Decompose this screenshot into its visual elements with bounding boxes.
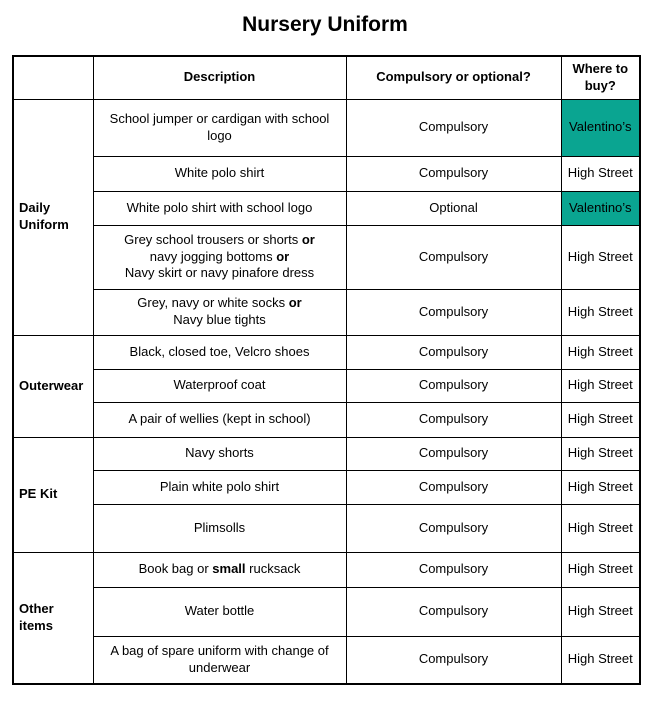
status-cell: Compulsory <box>346 99 561 156</box>
group-label-line: Other <box>19 600 54 616</box>
table-row <box>13 225 640 289</box>
description-cell <box>93 191 346 225</box>
buy-cell: High Street <box>561 552 640 587</box>
description-cell <box>93 504 346 552</box>
group-label-outerwear <box>13 335 93 437</box>
description-line: Waterproof coat <box>173 377 266 393</box>
description-line: Navy blue tights <box>173 312 266 327</box>
table-row <box>13 99 640 156</box>
header-row <box>13 56 640 99</box>
table-row <box>13 191 640 225</box>
description-line: Navy skirt or navy pinafore dress <box>124 265 315 281</box>
buy-cell: High Street <box>561 437 640 470</box>
status-cell: Compulsory <box>346 402 561 437</box>
buy-cell: High Street <box>561 636 640 684</box>
table-row <box>13 437 640 470</box>
table-row <box>13 470 640 504</box>
description-cell <box>93 225 346 289</box>
status-cell: Compulsory <box>346 636 561 684</box>
status-cell: Compulsory <box>346 587 561 636</box>
table-row <box>13 504 640 552</box>
uniform-table <box>12 55 641 685</box>
buy-cell: High Street <box>561 402 640 437</box>
description-cell <box>93 99 346 156</box>
description-line: White polo shirt with school logo <box>126 199 313 215</box>
group-label-other-items <box>13 552 93 684</box>
table-row <box>13 289 640 335</box>
buy-cell: High Street <box>561 335 640 369</box>
group-label-line: items <box>19 617 53 633</box>
status-cell: Compulsory <box>346 470 561 504</box>
description-line: Navy shorts <box>185 445 254 461</box>
description-line: Black, closed toe, Velcro shoes <box>129 343 310 359</box>
group-label-pe-kit <box>13 437 93 552</box>
description-cell <box>93 289 346 335</box>
buy-cell: High Street <box>561 289 640 335</box>
buy-cell: Valentino’s <box>561 99 640 156</box>
table-row <box>13 335 640 369</box>
description-cell <box>93 335 346 369</box>
buy-cell: High Street <box>561 225 640 289</box>
description-line: underwear <box>188 659 251 675</box>
description-line: A pair of wellies (kept in school) <box>128 411 311 427</box>
description-line: School jumper or cardigan with school <box>109 110 330 126</box>
description-cell <box>93 470 346 504</box>
description-cell <box>93 156 346 191</box>
buy-cell: Valentino’s <box>561 191 640 225</box>
status-cell: Compulsory <box>346 335 561 369</box>
status-cell: Compulsory <box>346 437 561 470</box>
table-row <box>13 156 640 191</box>
description-line: Water bottle <box>184 603 255 619</box>
status-cell: Compulsory <box>346 225 561 289</box>
table-row <box>13 402 640 437</box>
description-line: White polo shirt <box>174 165 265 181</box>
description-cell <box>93 636 346 684</box>
status-cell: Compulsory <box>346 504 561 552</box>
group-label-line: Daily <box>19 200 51 216</box>
description-cell <box>93 402 346 437</box>
header-where-to-buy: Where to buy? <box>561 56 640 99</box>
description-line: Plain white polo shirt <box>159 478 280 494</box>
buy-cell: High Street <box>561 587 640 636</box>
table-row <box>13 587 640 636</box>
group-label-line: Uniform <box>19 217 69 232</box>
description-cell <box>93 587 346 636</box>
table-row <box>13 552 640 587</box>
group-label-daily-uniform <box>13 99 93 335</box>
page-title: Nursery Uniform <box>242 13 408 36</box>
status-cell: Optional <box>346 191 561 225</box>
description-line: Book bag or small rucksack <box>138 561 301 577</box>
buy-cell: High Street <box>561 156 640 191</box>
status-cell: Compulsory <box>346 552 561 587</box>
status-cell: Compulsory <box>346 369 561 402</box>
description-line: Plimsolls <box>193 519 246 535</box>
header-group <box>13 56 93 99</box>
status-cell: Compulsory <box>346 156 561 191</box>
buy-cell: High Street <box>561 504 640 552</box>
description-line: Grey school trousers or shorts or <box>124 231 315 247</box>
status-cell: Compulsory <box>346 289 561 335</box>
description-cell <box>93 552 346 587</box>
description-line: A bag of spare uniform with change of <box>110 642 329 658</box>
group-label-line: Outerwear <box>19 377 84 393</box>
header-description: Description <box>93 56 346 99</box>
table-row <box>13 636 640 684</box>
table-row <box>13 369 640 402</box>
description-line: navy jogging bottoms or <box>149 248 290 264</box>
header-status: Compulsory or optional? <box>346 56 561 99</box>
buy-cell: High Street <box>561 470 640 504</box>
description-line: Grey, navy or white socks or <box>137 295 302 311</box>
description-line: logo <box>207 127 232 143</box>
buy-cell: High Street <box>561 369 640 402</box>
group-label-line: PE Kit <box>19 486 58 502</box>
description-cell <box>93 369 346 402</box>
description-cell <box>93 437 346 470</box>
